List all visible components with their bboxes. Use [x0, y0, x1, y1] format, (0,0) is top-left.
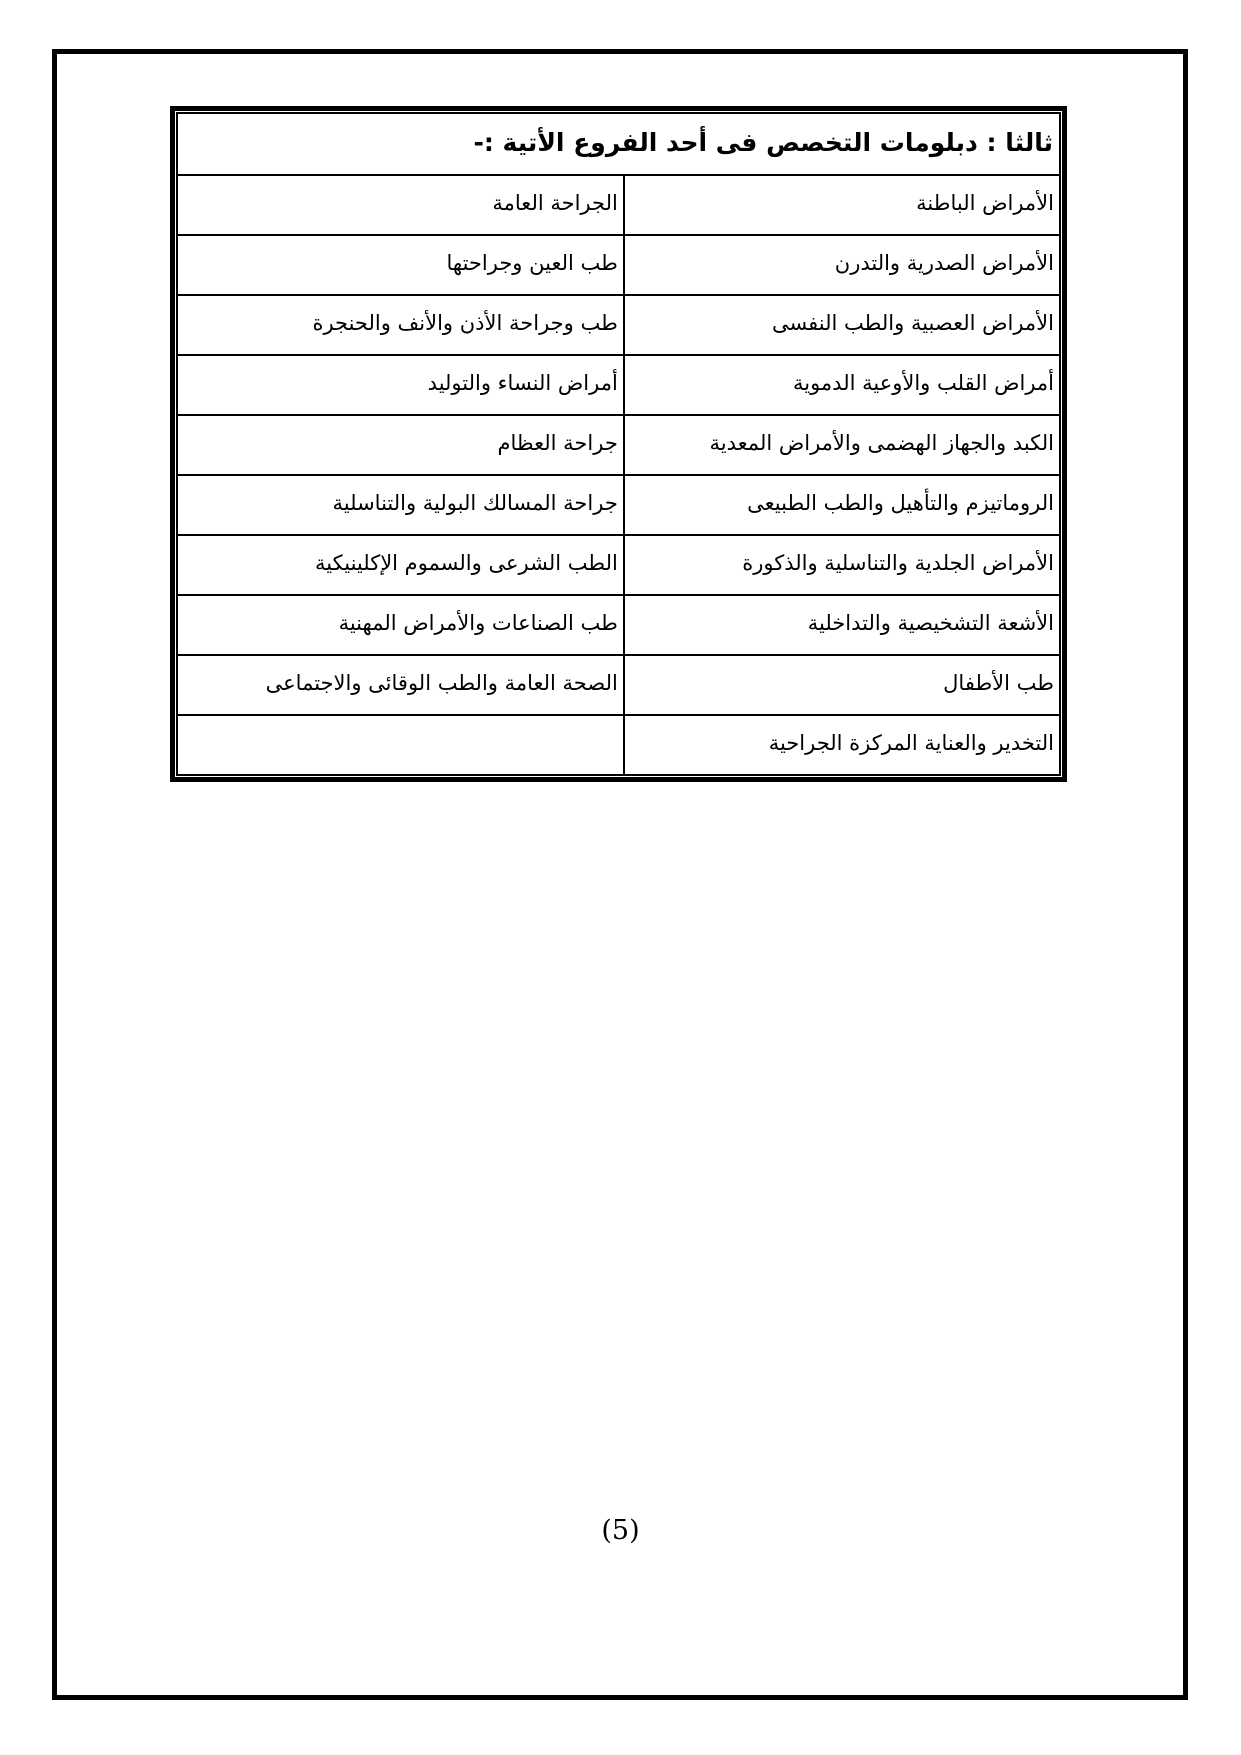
specialty-cell-right: طب الأطفال: [624, 655, 1060, 715]
table-row: [177, 655, 1060, 715]
table-row: [177, 235, 1060, 295]
specialties-table: [176, 112, 1061, 776]
specialty-cell-right: أمراض القلب والأوعية الدموية: [624, 355, 1060, 415]
table-row: [177, 175, 1060, 235]
specialty-cell-right: الأمراض الباطنة: [624, 175, 1060, 235]
specialty-cell-left: الصحة العامة والطب الوقائى والاجتماعى: [177, 655, 624, 715]
table-title-row: [177, 113, 1060, 175]
specialty-cell-right: الأشعة التشخيصية والتداخلية: [624, 595, 1060, 655]
table-row: [177, 355, 1060, 415]
table-row: [177, 715, 1060, 775]
table-row: [177, 415, 1060, 475]
specialty-cell-left: جراحة المسالك البولية والتناسلية: [177, 475, 624, 535]
table-row: [177, 475, 1060, 535]
table-row: [177, 535, 1060, 595]
specialty-cell-left: طب وجراحة الأذن والأنف والحنجرة: [177, 295, 624, 355]
specialties-table-body: [177, 175, 1060, 775]
specialty-cell-left: أمراض النساء والتوليد: [177, 355, 624, 415]
specialty-cell-left: جراحة العظام: [177, 415, 624, 475]
table-row: [177, 595, 1060, 655]
specialty-cell-right: الأمراض الصدرية والتدرن: [624, 235, 1060, 295]
specialties-table-frame: [170, 106, 1067, 782]
page-number: (5): [601, 1515, 640, 1546]
specialty-cell-right: الكبد والجهاز الهضمى والأمراض المعدية: [624, 415, 1060, 475]
specialty-cell-right: الروماتيزم والتأهيل والطب الطبيعى: [624, 475, 1060, 535]
specialty-cell-right: التخدير والعناية المركزة الجراحية: [624, 715, 1060, 775]
specialty-cell-right: الأمراض العصبية والطب النفسى: [624, 295, 1060, 355]
specialties-table-head: [177, 113, 1060, 175]
specialty-cell-left: طب العين وجراحتها: [177, 235, 624, 295]
specialty-cell-left: طب الصناعات والأمراض المهنية: [177, 595, 624, 655]
specialty-cell-left: [177, 715, 624, 775]
table-row: [177, 295, 1060, 355]
table-title: ثالثا : دبلومات التخصص فى أحد الفروع الأتية :-: [177, 113, 1060, 175]
specialty-cell-left: الطب الشرعى والسموم الإكلينيكية: [177, 535, 624, 595]
specialty-cell-right: الأمراض الجلدية والتناسلية والذكورة: [624, 535, 1060, 595]
specialty-cell-left: الجراحة العامة: [177, 175, 624, 235]
